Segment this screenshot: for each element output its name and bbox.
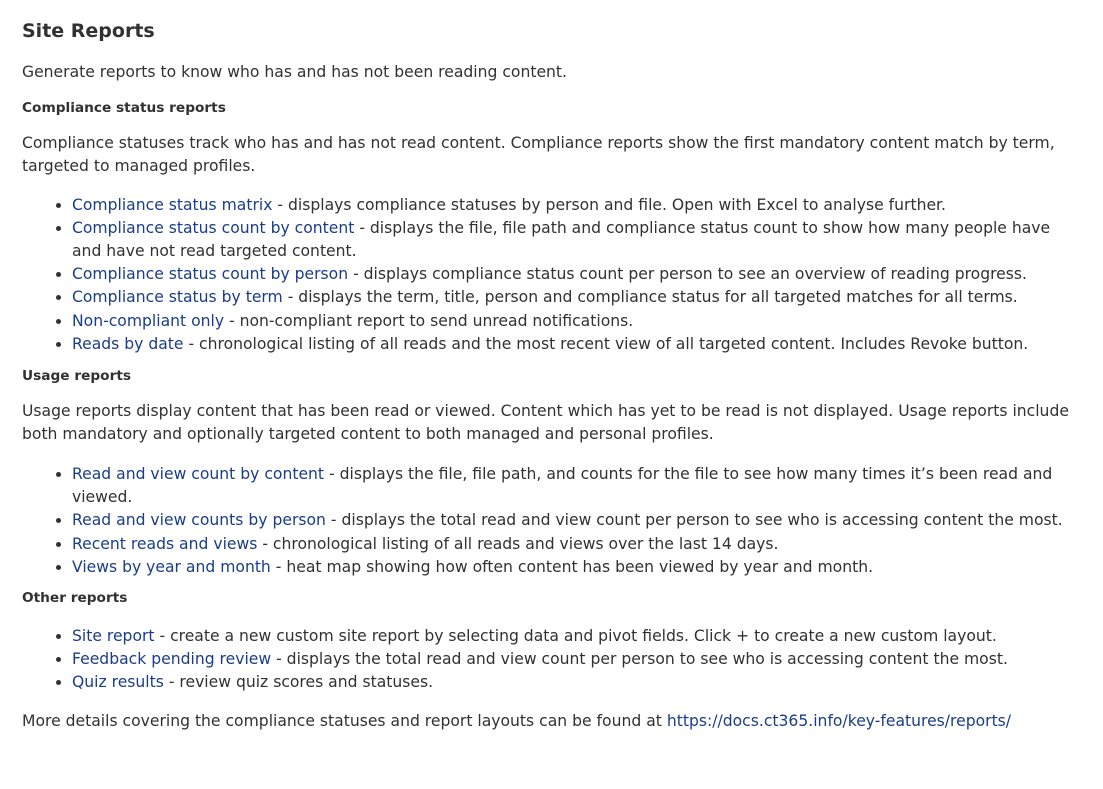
intro-text: Generate reports to know who has and has not been reading content. (22, 63, 568, 81)
item-description: - review quiz scores and statuses. (163, 673, 434, 692)
item-description: - chronological listing of all reads and views over the last 14 days. (257, 534, 779, 553)
item-description: - displays the file, file path and compliance status count to show how many people have and have not read targeted content. (72, 218, 1051, 260)
compliance-status-count-by-person-link[interactable]: Compliance status count by person (72, 265, 349, 284)
feedback-pending-review-link[interactable]: Feedback pending review (72, 650, 272, 669)
list-item (72, 263, 1081, 286)
compliance-report-list (22, 194, 1081, 356)
usage-report-list (22, 463, 1081, 579)
list-item (72, 533, 1081, 556)
list-item (72, 463, 1081, 509)
list-item (72, 310, 1081, 333)
list-item (72, 194, 1081, 217)
read-and-view-counts-by-person-link[interactable]: Read and view counts by person (72, 511, 326, 530)
list-item (72, 286, 1081, 309)
usage-section-heading: Usage reports (22, 367, 132, 384)
compliance-status-by-term-link[interactable]: Compliance status by term (72, 288, 283, 307)
list-item (72, 509, 1081, 532)
read-and-view-count-by-content-link[interactable]: Read and view count by content (72, 464, 325, 483)
item-description: - displays the total read and view count per person to see who is accessing content the most. (271, 650, 1008, 669)
list-item (72, 556, 1081, 579)
item-description: - displays the total read and view count per person to see who is accessing content the most. (325, 511, 1063, 530)
footer-note (22, 710, 1081, 734)
docs-reports-link[interactable]: https://docs.ct365.info/key-features/reports/ (666, 711, 1012, 730)
quiz-results-link[interactable]: Quiz results (72, 673, 164, 692)
list-item (72, 671, 1081, 694)
list-item (72, 648, 1081, 671)
other-report-list (22, 625, 1081, 695)
page-title: Site Reports (22, 20, 155, 42)
item-description: - non-compliant report to send unread notifications. (224, 311, 634, 330)
item-description: - displays the term, title, person and compliance status for all targeted matches for all terms. (282, 288, 1018, 307)
non-compliant-only-link[interactable]: Non-compliant only (72, 311, 225, 330)
list-item (72, 217, 1081, 263)
footer-text: More details covering the compliance statuses and report layouts can be found at (22, 711, 667, 730)
views-by-year-and-month-link[interactable]: Views by year and month (72, 557, 271, 576)
other-section-heading: Other reports (22, 589, 128, 606)
compliance-status-count-by-content-link[interactable]: Compliance status count by content (72, 218, 355, 237)
compliance-status-matrix-link[interactable]: Compliance status matrix (72, 195, 273, 214)
item-description: - chronological listing of all reads and the most recent view of all targeted content. Includes Revoke button. (183, 334, 1029, 353)
item-description: - displays compliance status count per person to see an overview of reading progress. (348, 265, 1027, 284)
item-description: - heat map showing how often content has been viewed by year and month. (270, 557, 874, 576)
item-description: - displays the file, file path, and counts for the file to see how many times it’s been read and viewed. (72, 464, 1053, 507)
site-report-link[interactable]: Site report (72, 626, 155, 645)
compliance-description: Compliance statuses track who has and has not read content. Compliance reports show the first mandatory content match by term, targeted to managed profiles. (22, 133, 1055, 175)
list-item (72, 625, 1081, 648)
item-description: - create a new custom site report by selecting data and pivot fields. Click + to create a new custom layout. (154, 626, 997, 645)
item-description: - displays compliance statuses by person and file. Open with Excel to analyse further. (272, 195, 946, 214)
list-item (72, 333, 1081, 356)
reads-by-date-link[interactable]: Reads by date (72, 334, 184, 353)
compliance-section-heading: Compliance status reports (22, 99, 226, 116)
usage-description: Usage reports display content that has been read or viewed. Content which has yet to be read is not displayed. Usage reports include both mandatory and optionally targeted content to both managed and personal profiles. (22, 401, 1069, 444)
recent-reads-and-views-link[interactable]: Recent reads and views (72, 534, 258, 553)
